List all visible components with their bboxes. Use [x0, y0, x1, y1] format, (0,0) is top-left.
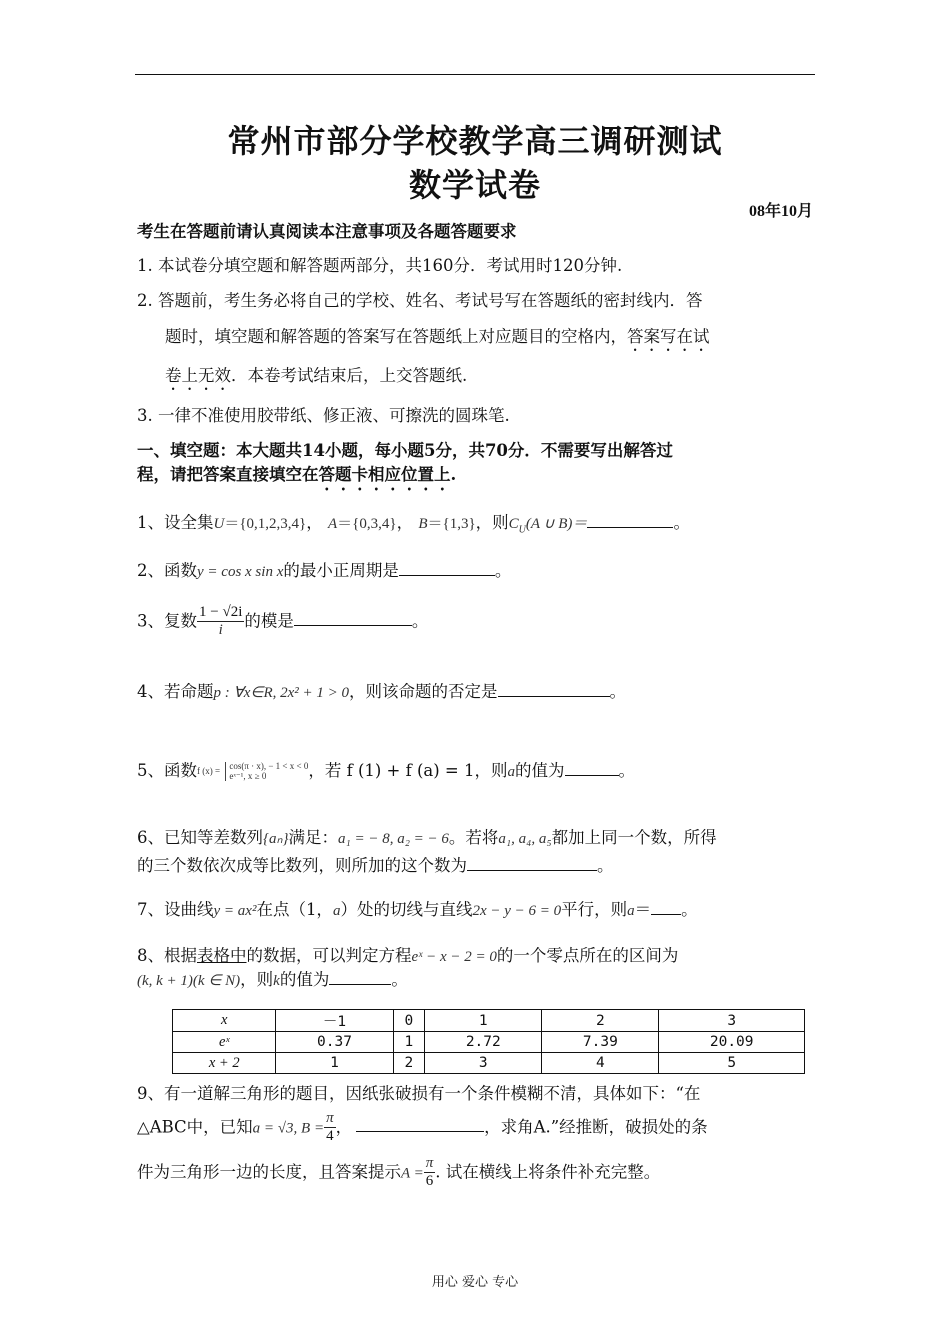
q5-text: 的值为: [515, 761, 565, 780]
q1-answer-blank[interactable]: [587, 526, 673, 528]
q5-answer-blank[interactable]: [565, 774, 619, 776]
section-heading-cont: [137, 461, 456, 494]
question-9: 9、有一道解三角形的题目，因纸张破损有一个条件模糊不清，具体如下：“在: [137, 1084, 701, 1103]
q1-complement: C: [508, 516, 519, 532]
table-cell: 3: [425, 1053, 542, 1074]
top-rule: [135, 74, 815, 75]
q8-text-d: ，则: [240, 970, 274, 989]
instruction-2-emphasis: 答案写在试: [627, 327, 710, 346]
table-cell: －1: [276, 1010, 393, 1032]
q4-end: 。: [609, 682, 627, 701]
table-cell: 4: [542, 1053, 659, 1074]
q2-math: y = cos x sin x: [197, 564, 284, 580]
instruction-2: 2. 答题前，考生务必将自己的学校、姓名、考试号写在答题纸的密封线内．答: [137, 291, 703, 310]
table-cell: 2.72: [425, 1032, 542, 1053]
question-3: [137, 604, 428, 640]
question-6: [137, 824, 717, 848]
q9-fraction-2: [424, 1155, 436, 1191]
q4-prefix: 4、若命题: [137, 682, 214, 701]
q3-denominator: i: [218, 622, 223, 639]
q2-end: 。: [494, 561, 512, 580]
q3-end: 。: [411, 611, 429, 631]
table-row: [173, 1053, 805, 1074]
q9-pi: π: [324, 1110, 336, 1128]
q7-end: 。: [681, 900, 698, 919]
q3-answer-blank[interactable]: [294, 624, 412, 626]
q8-k: k: [273, 973, 280, 989]
q6-text-c: 。若将: [448, 828, 499, 847]
section-heading-period: .: [450, 465, 457, 484]
q3-fraction: [197, 604, 244, 640]
page-footer: 用心 爱心 专心: [431, 1275, 519, 1290]
q7-equals: ＝: [634, 900, 652, 919]
instruction-2-text-2: ．本卷考试结束后，上交答题纸.: [231, 366, 468, 385]
q7-a: a: [332, 903, 341, 919]
table-cell: 7.39: [542, 1032, 659, 1053]
table-cell: 2: [542, 1010, 659, 1032]
q1-prefix: 1、设全集: [137, 513, 214, 532]
table-cell: eˣ: [173, 1032, 276, 1053]
q3-prefix: 3、复数: [137, 611, 197, 631]
question-1: 1、设全集U＝{0,1,2,3,4}， A＝{0,3,4}， B＝{1,3}，则$C_U(A$ ∪ B)＝ 。: [137, 513, 690, 536]
section-heading-text: 程，请把答案直接填空在: [137, 465, 319, 484]
q5-condition: ，若 f (1) + f (a) = 1，则: [308, 761, 508, 780]
instruction-2-emphasis-2: 卷上无效: [165, 366, 231, 385]
q9-text-d: 件为三角形一边的长度，且答案提示: [137, 1162, 401, 1182]
table-cell: 1: [276, 1053, 393, 1074]
q1-A-set: ＝{0,3,4}: [337, 516, 397, 532]
page-subtitle: 数学试卷: [408, 166, 541, 204]
q8-text-e: 的值为: [279, 970, 330, 989]
q7-text-1: 在点（1，: [256, 900, 333, 919]
q2-answer-blank[interactable]: [399, 574, 495, 576]
q2-text: 的最小正周期是: [283, 561, 399, 580]
instructions-heading: 考生在答题前请认真阅读本注意事项及各题答题要求: [137, 222, 517, 241]
question-2: [137, 557, 511, 581]
q7-prefix: 7、设曲线: [137, 900, 214, 919]
table-cell: 0: [393, 1010, 425, 1032]
q6-end: 。: [597, 856, 614, 875]
page-title: 常州市部分学校教学高三调研测试: [227, 122, 723, 160]
question-4: [137, 678, 626, 702]
table-cell: 20.09: [659, 1032, 805, 1053]
q7-answer-blank[interactable]: [651, 913, 681, 915]
question-6-cont: [137, 852, 614, 876]
instruction-1: 1. 本试卷分填空题和解答题两部分，共160分．考试用时120分钟.: [137, 256, 623, 275]
q4-text: ，则该命题的否定是: [349, 682, 498, 701]
q7-text-2: ）处的切线与直线: [340, 900, 473, 919]
q9-six: 6: [425, 1173, 434, 1190]
table-cell: 0.37: [276, 1032, 393, 1053]
q9-four: 4: [326, 1128, 334, 1145]
q3-text: 的模是: [244, 611, 294, 631]
q6-given: a₁ = − 8, a₂ = − 6: [337, 831, 449, 847]
q9-text-a: △ABC中，已知: [137, 1117, 253, 1137]
q6-terms: a₁, a₄, a₅: [498, 831, 552, 847]
table-cell: 2: [393, 1053, 425, 1074]
q8-table-ref: 表格中: [197, 946, 247, 965]
q1-B-set: ＝{1,3}: [427, 516, 476, 532]
q9-given: a = √3, B =: [252, 1120, 325, 1137]
q8-interval: (k, k + 1)(k ∈ N): [137, 973, 241, 989]
exam-date: 08年10月: [748, 203, 813, 220]
q4-answer-blank[interactable]: [498, 695, 610, 697]
q6-sequence: {aₙ}: [263, 831, 289, 847]
q2-prefix: 2、函数: [137, 561, 197, 580]
q9-comma: ，: [335, 1117, 353, 1137]
q7-text-3: 平行，则: [561, 900, 628, 919]
q6-text-d: 都加上同一个数，所得: [551, 828, 717, 847]
section-heading-emphasis: 答题卡相应位置上: [318, 465, 451, 484]
q1-complement-sub: U: [518, 524, 526, 536]
q6-text-a: 6、已知等差数列: [137, 828, 263, 847]
instruction-2-cont2: [165, 362, 467, 394]
table-cell: 5: [659, 1053, 805, 1074]
instruction-2-cont: [165, 323, 710, 355]
q1-B: B: [418, 516, 428, 532]
question-7: [137, 896, 698, 920]
q8-text-a: 8、根据: [137, 946, 197, 965]
q8-text-b: 的数据，可以判定方程: [246, 946, 412, 965]
q9-answer-hint: A =: [401, 1165, 424, 1182]
question-9-cont2: [137, 1155, 660, 1191]
table-cell: 3: [659, 1010, 805, 1032]
q1-U: U: [213, 516, 225, 532]
q9-text-c: ，求角A.”经推断，破损处的条: [484, 1117, 708, 1137]
table-cell: 1: [425, 1010, 542, 1032]
q7-curve: y = ax²: [213, 903, 257, 919]
table-row: [173, 1010, 805, 1032]
q8-end: 。: [391, 970, 408, 989]
q9-answer-blank[interactable]: [356, 1130, 484, 1132]
q5-case-2: eˣ⁻¹, x ≥ 0: [229, 770, 267, 781]
q6-text-line2: 的三个数依次成等比数列，则所加的这个数为: [137, 856, 467, 875]
q5-case-1: cos(π · x), − 1 < x < 0: [229, 761, 309, 772]
data-table: [172, 1009, 805, 1074]
q5-function-name: f (x) =: [197, 765, 221, 776]
q1-then: ，则: [475, 513, 509, 532]
q1-A: A: [328, 516, 338, 532]
question-9-cont: [137, 1110, 708, 1146]
question-5: [137, 757, 635, 781]
q5-end: 。: [618, 761, 636, 780]
table-cell: x: [173, 1010, 276, 1032]
table-cell: x + 2: [173, 1053, 276, 1074]
q8-answer-blank[interactable]: [329, 983, 391, 985]
q9-fraction: [324, 1110, 336, 1146]
q5-prefix: 5、函数: [137, 761, 197, 780]
q5-var: a: [507, 764, 516, 780]
question-8: [137, 942, 678, 966]
q9-pi-2: π: [424, 1155, 436, 1173]
instruction-2-text: 题时，填空题和解答题的答案写在答题纸上对应题目的空格内，: [165, 327, 627, 346]
q9-text-e: . 试在横线上将条件补充完整。: [435, 1162, 661, 1182]
q7-a-2: a: [627, 903, 635, 919]
q6-answer-blank[interactable]: [467, 869, 597, 871]
section-heading: 一、填空题：本大题共14小题，每小题5分，共70分．不需要写出解答过: [137, 441, 673, 460]
q1-end: 。: [673, 513, 690, 532]
q1-expr: (A ∪ B)＝: [525, 516, 588, 532]
q5-piecewise: [225, 762, 308, 781]
q6-text-b: 满足：: [288, 828, 338, 847]
q1-U-set: ＝{0,1,2,3,4}: [224, 516, 307, 532]
q8-equation: eˣ − x − 2 = 0: [411, 949, 497, 965]
question-8-cont: [137, 966, 408, 990]
table-cell: 1: [393, 1032, 425, 1053]
instruction-3: 3. 一律不准使用胶带纸、修正液、可擦洗的圆珠笔.: [137, 406, 510, 425]
q7-line: 2x − y − 6 = 0: [472, 903, 562, 919]
table-row: [173, 1032, 805, 1053]
q4-math: p : ∀x∈R, 2x² + 1 > 0: [213, 685, 350, 701]
q8-text-c: 的一个零点所在的区间为: [496, 946, 679, 965]
q3-numerator: 1 − √2i: [197, 604, 244, 622]
